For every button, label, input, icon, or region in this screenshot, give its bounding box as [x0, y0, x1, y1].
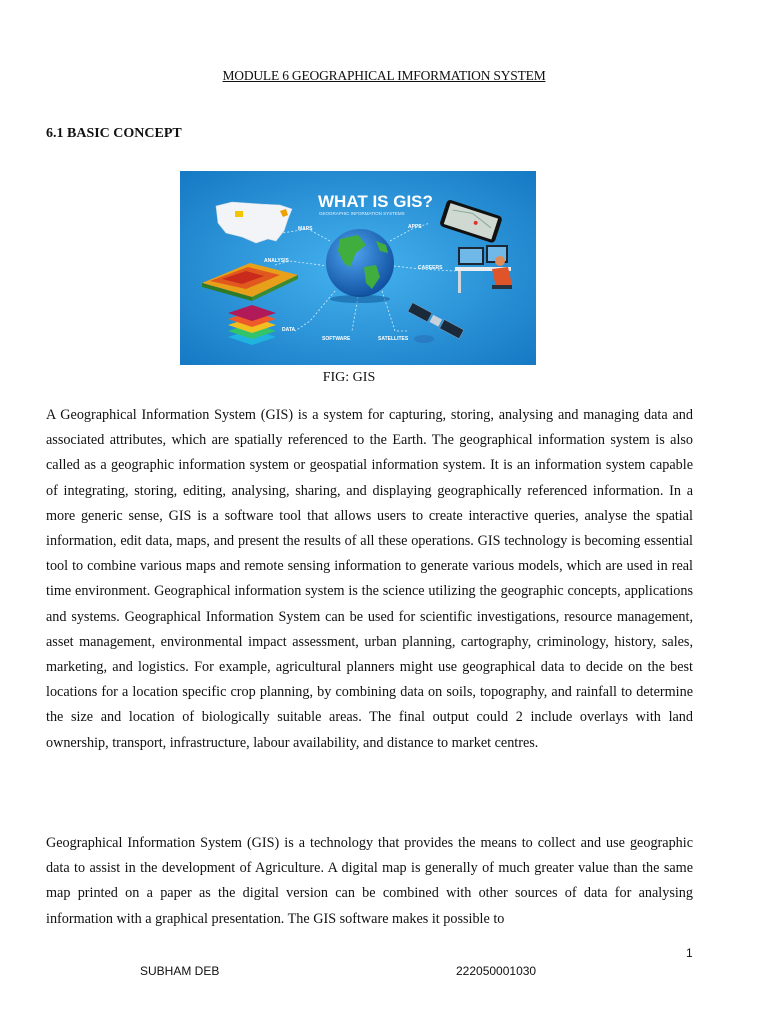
footer-roll-number: 222050001030 — [456, 964, 537, 978]
label-analysis: ANALYSIS — [264, 258, 289, 264]
gis-figure — [180, 171, 536, 365]
label-apps: APPS — [408, 224, 422, 230]
label-data: DATA — [282, 327, 296, 333]
label-software: SOFTWARE — [322, 336, 351, 342]
section-heading: 6.1 BASIC CONCEPT — [46, 126, 182, 141]
figure-caption: FIG: GIS — [322, 370, 376, 385]
map-highlight-state — [235, 211, 243, 217]
figure-subtitle: GEOGRAPHIC INFORMATION SYSTEMS — [319, 211, 405, 216]
footer-author: SUBHAM DEB — [140, 964, 220, 978]
figure-title: WHAT IS GIS? — [318, 192, 433, 211]
gis-infographic — [180, 171, 536, 365]
body-paragraph-1: A Geographical Information System (GIS) is a system for capturing, storing, analysing and managing data and associated attributes, which are spatially referenced to the Earth. The geographical information system is also called as a geographic information system or geospatial information system. It is an information system capable of integrating, storing, editing, analysing, sharing, and displaying geographically referenced information. In a more generic sense, GIS is a software tool that allows users to create interactive queries, analyse the spatial information, edit data, maps, and present the results of all these operations. GIS technology is becoming essential tool to combine various maps and remote sensing information to generate various models, which are used in real time environment. Geographical information system is the science utilizing the geographic concepts, applications and systems. Geographical Information System can be used for scientific investigations, resource management, asset management, environmental impact assessment, urban planning, cartography, criminology, history, sales, marketing, and logistics. For example, agricultural planners might use geographical data to decide on the best locations for a location specific crop planning, by combining data on soils, topography, and rainfall to determine the size and location of biologically suitable areas. The final output could 2 include overlays with land ownership, transport, infrastructure, labour availability, and distance to market centres. — [46, 407, 693, 751]
satellite-shadow — [414, 335, 434, 343]
label-maps: MAPS — [298, 226, 313, 232]
page-number: 1 — [686, 946, 693, 960]
body-paragraph-2: Geographical Information System (GIS) is a technology that provides the means to collect and use geographic data to assist in the development of Agriculture. A digital map is generally of much greater value than the same map printed on a paper as the digital version can be combined with other sources of data for analysing information with a graphical presentation. The GIS software makes it possible to — [46, 835, 693, 927]
label-satellites: SATELLITES — [378, 336, 409, 342]
module-title: MODULE 6 GEOGRAPHICAL IMFORMATION SYSTEM — [222, 68, 546, 83]
data-layers-icon — [228, 305, 276, 345]
label-careers: CAREERS — [418, 265, 443, 271]
